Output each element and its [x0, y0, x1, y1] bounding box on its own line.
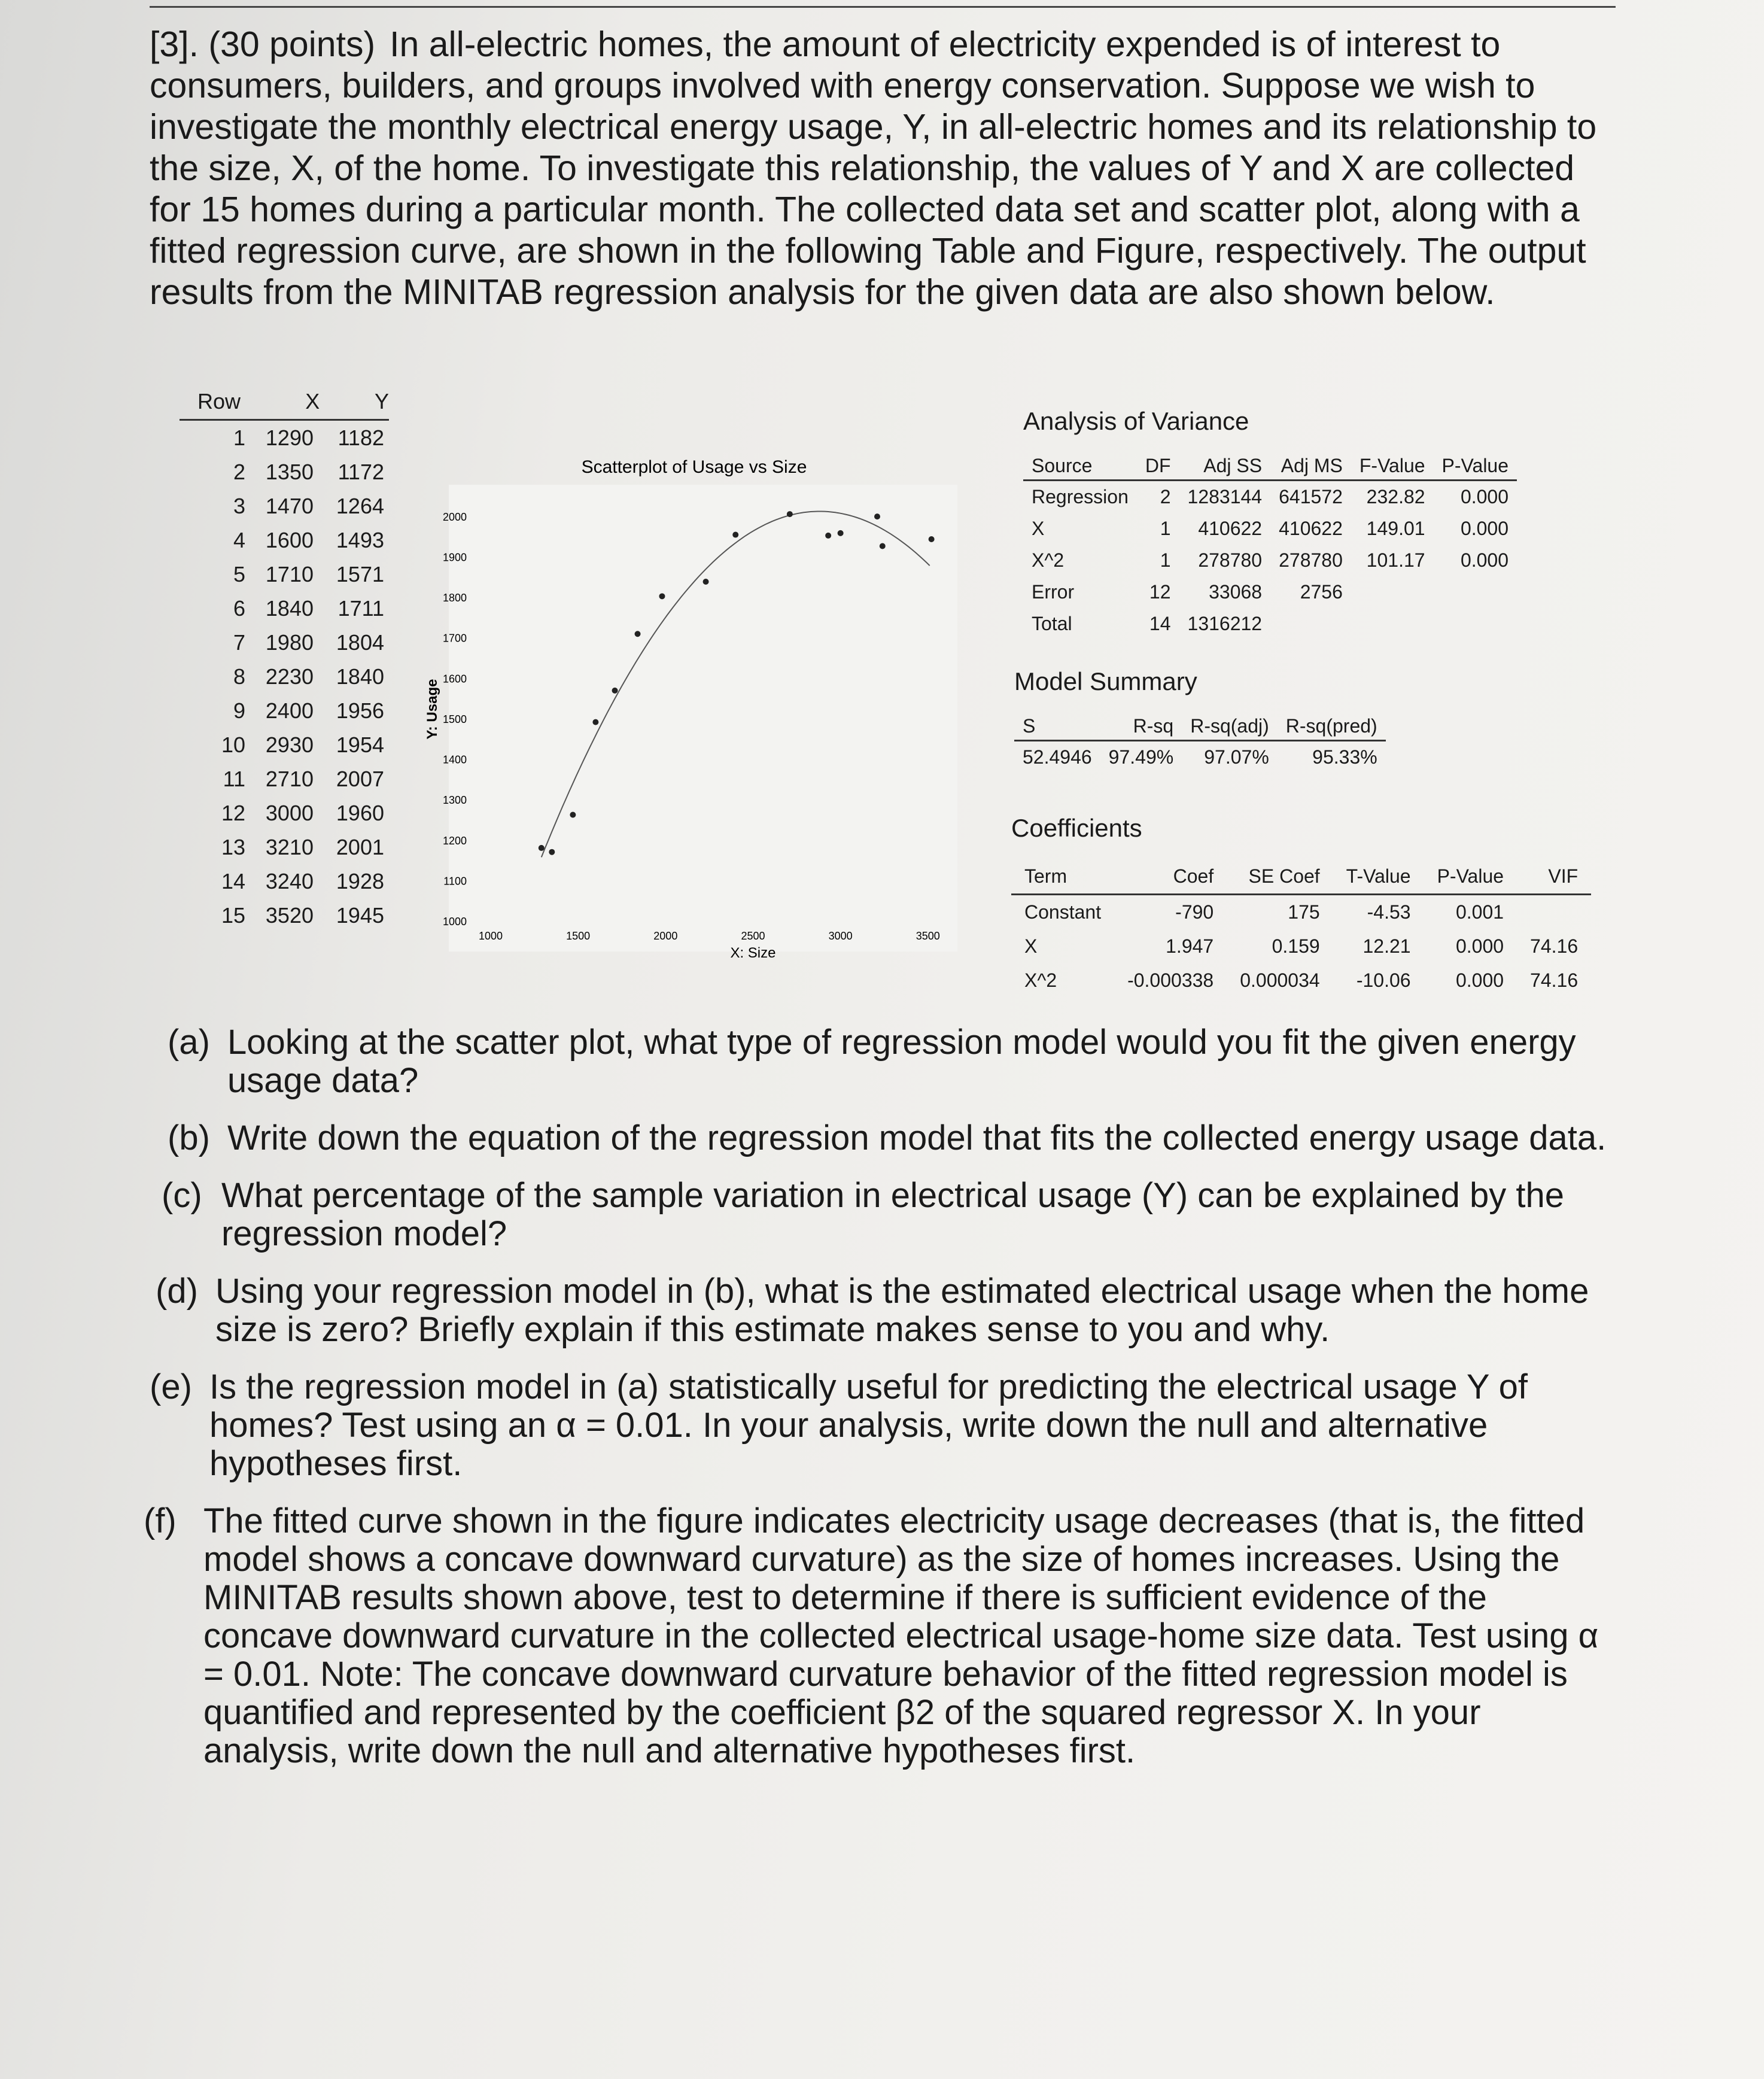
data-table-row: [180, 659, 389, 694]
row-number: 12: [221, 800, 245, 825]
x-value: 3240: [265, 868, 314, 893]
y-tick-label: 1800: [442, 592, 467, 604]
question-f: (f) The fitted curve shown in the figure indicates electricity usage decreases (that is, the fitted model shows a concave downward curvature) as the size of homes increases. Using the MINITAB results shown above, test to determine if there is sufficient evidence of the concave downward curvature in the collected electrical usage-home size data. Test using α = 0.01. Note: The concave downward curvature behavior of the fitted regression model is quantified and represented by the coefficient β2 of the squared regressor X. In your analysis, write down the null and alternative hypotheses first.: [144, 1502, 1599, 1770]
problem-number: [3]. (30 points): [150, 25, 376, 64]
anova-header: DF: [1137, 452, 1179, 481]
anova-cell: 14: [1149, 613, 1171, 634]
anova-panel: [1023, 407, 1517, 640]
data-table-row: [180, 523, 389, 557]
anova-cell: 101.17: [1366, 549, 1425, 571]
anova-cell: [1351, 576, 1434, 608]
anova-cell: 1283144: [1187, 486, 1263, 507]
y-value: 1804: [336, 630, 384, 655]
coefficients-cell: 0.000: [1455, 969, 1504, 991]
problem-intro: [150, 24, 1622, 313]
coefficients-cell: 0.159: [1272, 935, 1320, 957]
y-value: 2001: [336, 834, 384, 859]
y-tick-label: 1700: [442, 632, 467, 645]
coefficients-title: Coefficients: [1011, 814, 1142, 842]
model-summary-header: S: [1014, 713, 1100, 741]
anova-table: [1023, 452, 1517, 640]
coefficients-cell: -10.06: [1356, 969, 1411, 991]
row-number: 13: [221, 834, 245, 859]
x-tick-label: 3500: [916, 930, 940, 942]
x-value: 2400: [265, 698, 314, 723]
coefficients-cell: [1517, 895, 1591, 930]
data-point: [929, 536, 935, 542]
row-number: 14: [221, 868, 245, 893]
y-value: 1172: [337, 459, 384, 484]
coefficients-cell: -4.53: [1367, 901, 1411, 923]
anova-cell: 12: [1149, 581, 1171, 603]
anova-row: [1023, 513, 1517, 545]
x-value: 2230: [265, 664, 314, 689]
row-number: 10: [221, 732, 245, 757]
x-value: 1600: [265, 527, 314, 552]
coefficients-row: [1011, 963, 1591, 998]
question-c: (c) What percentage of the sample variation in electrical usage (Y) can be explained by the regression model?: [162, 1176, 1564, 1253]
y-value: 1840: [336, 664, 384, 689]
scatter-svg: [419, 431, 969, 981]
anova-cell: 0.000: [1460, 486, 1509, 507]
x-value: 1290: [265, 425, 314, 450]
data-point: [838, 530, 844, 536]
y-value: 1954: [336, 732, 384, 757]
row-number: 4: [233, 527, 245, 552]
coefficients-table: [1011, 859, 1591, 998]
model-summary-header: R-sq(pred): [1278, 713, 1386, 741]
anova-cell: 33068: [1209, 581, 1263, 603]
y-tick-label: 1400: [442, 753, 467, 766]
data-point: [825, 533, 831, 539]
header-y: Y: [374, 389, 389, 414]
question-b: (b) Write down the equation of the regression model that fits the collected energy usage data.: [168, 1118, 1607, 1157]
coefficients-header: Coef: [1114, 859, 1227, 895]
model-summary-cell: 95.33%: [1312, 746, 1377, 768]
data-table-row: [180, 625, 389, 659]
anova-cell: Error: [1032, 581, 1075, 603]
question-a: (a) Looking at the scatter plot, what type of regression model would you fit the given energy usage data?: [168, 1023, 1576, 1100]
y-tick-label: 1600: [442, 673, 467, 685]
header-x: X: [305, 389, 320, 414]
y-value: 1493: [336, 527, 384, 552]
data-table-row: [180, 796, 389, 830]
plot-area: [449, 485, 957, 952]
coefficients-header: T-Value: [1333, 859, 1424, 895]
page-top-rule: [150, 0, 1616, 8]
data-table-header: [180, 389, 389, 421]
data-point: [592, 719, 598, 725]
coefficients-cell: X: [1024, 935, 1038, 957]
data-point: [659, 593, 665, 599]
data-table-row: [180, 489, 389, 523]
data-table-body: [180, 421, 389, 932]
anova-cell: 0.000: [1460, 518, 1509, 539]
row-number: 7: [233, 630, 245, 655]
anova-cell: Regression: [1032, 486, 1129, 507]
chart-title: Scatterplot of Usage vs Size: [581, 457, 807, 477]
y-value: 1264: [336, 493, 384, 518]
y-tick-label: 1000: [442, 916, 467, 928]
data-table-row: [180, 455, 389, 489]
y-tick-label: 1200: [442, 834, 467, 847]
model-summary-cell: 97.49%: [1108, 746, 1174, 768]
y-tick-label: 1100: [443, 875, 467, 887]
coefficients-header: Term: [1011, 859, 1114, 895]
anova-row: [1023, 608, 1517, 640]
header-row: Row: [197, 389, 241, 414]
row-number: 15: [221, 902, 245, 928]
x-tick-label: 1500: [566, 930, 591, 942]
anova-cell: [1351, 608, 1434, 640]
model-summary-cell: 52.4946: [1023, 746, 1092, 768]
question-e: (e) Is the regression model in (a) statistically useful for predicting the electrical usage Y of homes? Test using an α = 0.01. In your analysis, write down the null and alternative hypotheses first.: [150, 1367, 1528, 1483]
coefficients-cell: 0.000034: [1240, 969, 1320, 991]
anova-cell: [1434, 608, 1517, 640]
data-point: [703, 579, 709, 585]
coefficients-cell: -0.000338: [1127, 969, 1214, 991]
anova-header: F-Value: [1351, 452, 1434, 481]
row-number: 1: [233, 425, 245, 450]
y-value: 1960: [336, 800, 384, 825]
anova-row: [1023, 481, 1517, 513]
data-point: [539, 845, 545, 851]
x-tick-label: 2000: [653, 930, 678, 942]
model-summary-table: [1014, 713, 1386, 773]
y-tick-label: 2000: [442, 510, 467, 523]
row-number: 2: [233, 459, 245, 484]
row-number: 9: [233, 698, 245, 723]
data-point: [612, 688, 618, 694]
model-summary-panel: [1014, 667, 1386, 773]
anova-header: Adj SS: [1179, 452, 1271, 481]
anova-cell: 232.82: [1366, 486, 1425, 507]
x-value: 3000: [265, 800, 314, 825]
anova-row: [1023, 576, 1517, 608]
coefficients-cell: 1.947: [1166, 935, 1214, 957]
anova-cell: 1316212: [1187, 613, 1263, 634]
anova-header: Adj MS: [1270, 452, 1351, 481]
data-table-row: [180, 864, 389, 898]
anova-cell: 149.01: [1366, 518, 1425, 539]
problem-text: In all-electric homes, the amount of electricity expended is of interest to consumers, builders, and groups involved with energy conservation. Suppose we wish to investigate the monthly electrical energy usage, Y, in all-electric homes and its relationship to the size, X, of the home. To investigate this relationship, the values of Y and X are collected for 15 homes during a particular month. The collected data set and scatter plot, along with a fitted regression curve, are shown in the following Table and Figure, respectively. The output results from the MINITAB regression analysis for the given data are also shown below.: [150, 25, 1597, 312]
coefficients-cell: 175: [1288, 901, 1320, 923]
anova-row: [1023, 545, 1517, 576]
coefficients-cell: 0.001: [1455, 901, 1504, 923]
coefficients-cell: 74.16: [1530, 969, 1579, 991]
y-value: 1956: [336, 698, 384, 723]
data-table: [180, 389, 389, 932]
row-number: 6: [233, 595, 245, 621]
model-summary-header: R-sq(adj): [1182, 713, 1278, 741]
row-number: 5: [233, 561, 245, 586]
coefficients-cell: 74.16: [1530, 935, 1579, 957]
coefficients-panel: [1011, 814, 1591, 998]
x-value: 1710: [265, 561, 314, 586]
y-tick-label: 1300: [442, 794, 467, 807]
model-summary-header: R-sq: [1100, 713, 1182, 741]
x-value: 2930: [265, 732, 314, 757]
question-d: (d) Using your regression model in (b), what is the estimated electrical usage when the home size is zero? Briefly explain if this estimate makes sense to you and why.: [156, 1272, 1589, 1349]
anova-header: P-Value: [1434, 452, 1517, 481]
data-point: [549, 849, 555, 855]
anova-cell: X^2: [1032, 549, 1065, 571]
data-point: [787, 511, 793, 517]
x-tick-label: 2500: [741, 930, 765, 942]
coefficients-cell: 0.000: [1455, 935, 1504, 957]
anova-cell: [1270, 608, 1351, 640]
x-value: 3210: [265, 834, 314, 859]
data-point: [732, 532, 738, 538]
y-tick-label: 1900: [442, 551, 467, 564]
row-number: 3: [233, 493, 245, 518]
anova-cell: 410622: [1279, 518, 1343, 539]
anova-cell: 1: [1160, 549, 1171, 571]
y-value: 1945: [336, 902, 384, 928]
anova-title: Analysis of Variance: [1023, 407, 1249, 435]
x-value: 1470: [265, 493, 314, 518]
y-value: 1182: [337, 425, 384, 450]
data-table-row: [180, 421, 389, 455]
anova-cell: 2756: [1300, 581, 1343, 603]
model-summary-title: Model Summary: [1014, 667, 1197, 695]
anova-cell: X: [1032, 518, 1045, 539]
data-table-row: [180, 557, 389, 591]
y-tick-label: 1500: [442, 713, 467, 725]
row-number: 11: [223, 766, 245, 791]
coefficients-header: VIF: [1517, 859, 1591, 895]
x-value: 1980: [265, 630, 314, 655]
scatter-chart: [419, 431, 969, 981]
row-number: 8: [233, 664, 245, 689]
data-point: [635, 631, 641, 637]
questions: [144, 1023, 1616, 1789]
x-axis-label: X: Size: [730, 945, 776, 961]
y-value: 1571: [336, 561, 384, 586]
anova-cell: [1434, 576, 1517, 608]
data-point: [880, 543, 886, 549]
y-axis-label: Y: Usage: [424, 679, 440, 740]
coefficients-row: [1011, 929, 1591, 963]
coefficients-header: P-Value: [1424, 859, 1517, 895]
data-point: [570, 811, 576, 817]
anova-cell: 2: [1160, 486, 1171, 507]
anova-cell: 641572: [1279, 486, 1343, 507]
anova-header: Source: [1023, 452, 1137, 481]
model-summary-cell: 97.07%: [1204, 746, 1269, 768]
data-table-row: [180, 728, 389, 762]
x-tick-label: 1000: [478, 930, 503, 942]
anova-cell: 278780: [1279, 549, 1343, 571]
coefficients-cell: -790: [1175, 901, 1214, 923]
anova-cell: 0.000: [1460, 549, 1509, 571]
x-value: 3520: [265, 902, 314, 928]
data-table-row: [180, 591, 389, 625]
coefficients-row: [1011, 895, 1591, 930]
data-table-row: [180, 694, 389, 728]
y-value: 2007: [336, 766, 384, 791]
data-table-row: [180, 898, 389, 932]
data-table-row: [180, 830, 389, 864]
coefficients-header: SE Coef: [1227, 859, 1333, 895]
y-value: 1928: [336, 868, 384, 893]
anova-cell: 278780: [1198, 549, 1263, 571]
data-table-row: [180, 762, 389, 796]
coefficients-cell: Constant: [1024, 901, 1102, 923]
x-value: 2710: [265, 766, 314, 791]
y-value: 1711: [337, 595, 384, 621]
anova-cell: 1: [1160, 518, 1171, 539]
x-value: 1840: [265, 595, 314, 621]
coefficients-cell: 12.21: [1362, 935, 1411, 957]
data-point: [874, 513, 880, 519]
coefficients-cell: X^2: [1024, 969, 1057, 991]
x-tick-label: 3000: [828, 930, 853, 942]
anova-cell: Total: [1032, 613, 1072, 634]
anova-cell: 410622: [1198, 518, 1263, 539]
x-value: 1350: [265, 459, 314, 484]
